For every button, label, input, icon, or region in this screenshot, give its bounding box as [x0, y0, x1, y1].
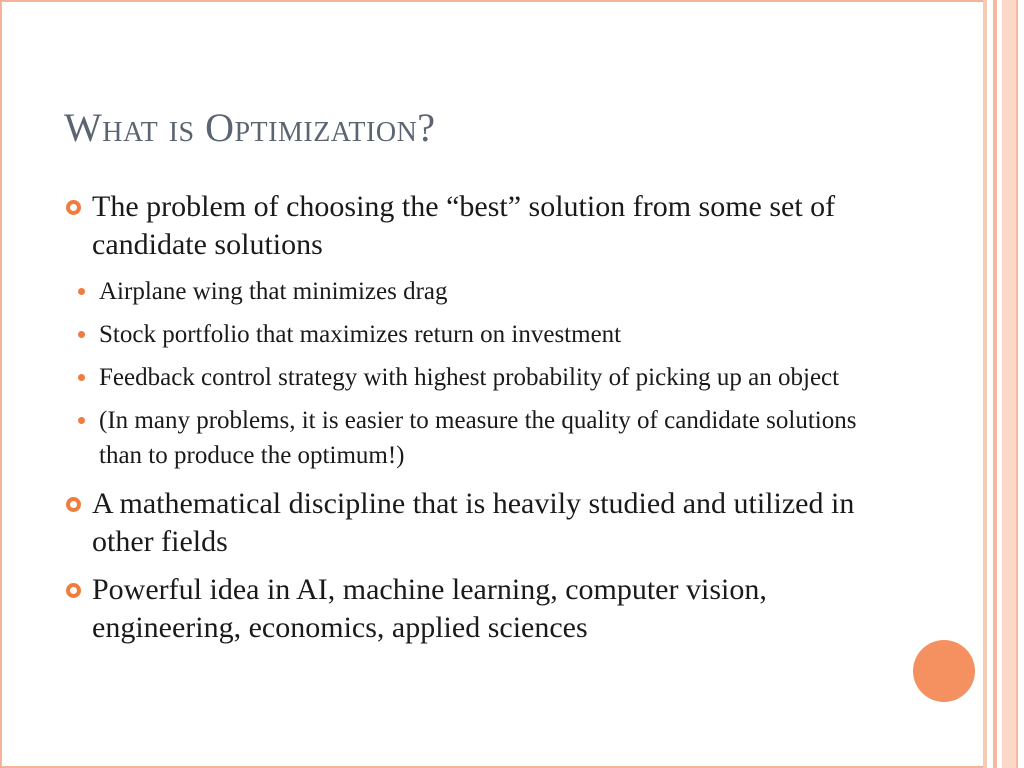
sub-bullet-list	[74, 274, 890, 473]
sub-bullet-item	[74, 360, 890, 395]
border-stripe	[1002, 0, 1016, 768]
sub-bullet-item	[74, 403, 890, 473]
sub-bullet-text: Feedback control strategy with highest probability of picking up an object	[99, 364, 840, 391]
bullet-text: Powerful idea in AI, machine learning, computer vision, engineering, economics, applied sciences	[92, 573, 767, 644]
decorative-circle	[913, 640, 975, 702]
sub-bullet-text: (In many problems, it is easier to measure the quality of candidate solutions than to produce the optimum!)	[99, 407, 857, 469]
bullet-item	[60, 188, 890, 264]
dot-bullet-icon	[78, 288, 85, 295]
sub-bullet-item	[74, 274, 890, 309]
bullet-text: A mathematical discipline that is heavily studied and utilized in other fields	[92, 487, 855, 558]
ring-bullet-icon	[66, 497, 81, 512]
slide-content	[60, 188, 890, 657]
dot-bullet-icon	[78, 417, 85, 424]
ring-bullet-icon	[66, 200, 81, 215]
sub-bullet-text: Airplane wing that minimizes drag	[99, 278, 448, 305]
slide-title: What is Optimization?	[64, 105, 436, 150]
ring-bullet-icon	[66, 583, 81, 598]
sub-bullet-text: Stock portfolio that maximizes return on investment	[99, 321, 622, 348]
sub-bullet-item	[74, 317, 890, 352]
bullet-item	[60, 485, 890, 561]
dot-bullet-icon	[78, 331, 85, 338]
border-stripe	[1016, 0, 1024, 768]
dot-bullet-icon	[78, 374, 85, 381]
bullet-text: The problem of choosing the “best” solution from some set of candidate solutions	[92, 190, 836, 261]
bullet-item	[60, 571, 890, 647]
